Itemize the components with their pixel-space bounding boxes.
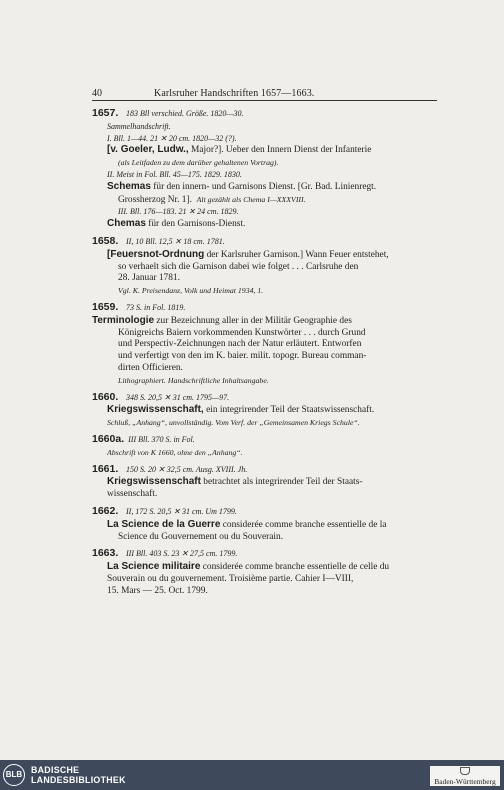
entry-title-cont: 28. Januar 1781. [118,273,180,284]
entry-1658 [92,236,437,297]
entry-title-text: der Karlsruher Garnison.] Wann Feuer entstehet, [204,249,389,260]
entry-keyword: Kriegswissenschaft [107,476,201,488]
page-number: 40 [92,88,102,99]
entry-keyword: [v. Goeler, Ludw., [107,144,189,156]
entry-keyword: Chemas [107,218,146,230]
entry-title-cont: dirten Officieren. [118,362,183,373]
entry-part-meta: III. Bll. 176—183. 21 ✕ 24 cm. 1829. [118,207,239,217]
entry-note: Alt gezählt als Chema I—XXXVIII. [196,194,306,204]
entry-meta: III Bll. 370 S. in Fol. [128,434,195,444]
entry-title-text: ein integrirender Teil der Staatswissenschaft. [203,405,375,416]
entry-number: 1658. [92,235,119,247]
entry-keyword: Schemas [107,180,151,192]
running-title: Karlsruher Handschriften 1657—1663. [154,88,315,99]
entry-title-cont: und Perspectiv-Zeichnungen nach der Natur erläutert. Entworfen [118,339,362,350]
library-name-line1: BADISCHE [31,765,80,775]
entry-meta: 73 S. in Fol. 1819. [126,302,186,312]
entry-number: 1659. [92,301,119,313]
entry-number: 1663. [92,548,119,560]
entry-note: Abschrift von K 1660, ohne den „Anhang“. [107,447,243,457]
entry-meta: 150 S. 20 ✕ 32,5 cm. Ausg. XVIII. Jh. [126,464,248,474]
entry-title-cont: (als Leitfaden zu dem darüber gehaltenen Vortrag). [118,158,279,168]
entry-number: 1657. [92,108,119,119]
entry-keyword: [Feuersnot-Ordnung [107,248,205,260]
entry-title-text: considerée comme branche essentielle de la [220,519,387,530]
entry-meta: 183 Bll verschied. Größe. 1820—30. [126,109,244,118]
entry-title-text: zur Bezeichnung aller in der Militär Geographie des [154,315,352,326]
blb-logo-icon[interactable]: BLB [3,764,25,786]
library-name[interactable] [31,765,126,785]
entry-title-cont: Grossherzog Nr. 1]. [118,194,192,205]
entry-title-text: betrachtet als integrirender Teil der Staats- [200,477,363,488]
entry-title-cont: so verhaelt sich die Garnison dabei wie folget . . . Carlsruhe den [118,261,359,272]
entry-number: 1660. [92,391,119,403]
entry-description: Sammelhandschrift. [107,121,171,131]
entry-title-cont: und verfertigt von den im K. baier. milit. topogr. Bureau comman- [118,351,367,362]
entry-part-meta: I. Bll. 1—44. 21 ✕ 20 cm. 1820—32 (?). [107,133,237,143]
entry-title-text: für den Garnisons-Dienst. [145,219,246,230]
entry-1657 [92,108,437,231]
entry-meta: III Bll. 403 S. 23 ✕ 27,5 cm. 1799. [126,549,238,559]
baden-wuerttemberg-logo[interactable] [430,766,500,786]
entry-1661 [92,464,437,501]
header-rule [92,100,437,101]
crest-icon [460,767,470,775]
entry-number: 1662. [92,505,119,517]
entry-1660a [92,434,437,459]
entry-title-cont: wissenschaft. [107,489,158,500]
entry-title-text: Major?]. Ueber den Innern Dienst der Infanterie [188,145,372,156]
entry-1663 [92,548,437,597]
entry-meta: II, 10 Bll. 12,5 ✕ 18 cm. 1781. [126,236,225,246]
entry-note: Vgl. K. Preisendanz, Volk und Heimat 1934, 1. [118,286,264,296]
entry-part-meta: II. Meist in Fol. Bll. 45—175. 1829. 1830. [107,169,242,179]
entry-keyword: Kriegswissenschaft, [107,404,204,416]
entry-note: Schluß, „Anhang“, unvollständig. Vom Verf. der „Gemeinsamen Kriegs Schule“. [107,418,360,428]
catalog-entries [92,108,437,602]
entry-1660 [92,392,437,429]
entry-title-cont: 15. Mars — 25. Oct. 1799. [107,585,208,596]
entry-title-cont: Königreichs Baiern vorkommenden Kunstwörter . . . durch Grund [118,327,366,338]
entry-meta: 348 S. 20,5 ✕ 31 cm. 1795—97. [126,392,230,402]
entry-keyword: Terminologie [92,314,155,326]
entry-title-text: considerée comme branche essentielle de celle du [200,562,390,573]
entry-title-text: für den innern- und Garnisons Dienst. [Gr. Bad. Linienregt. [150,181,377,192]
entry-number: 1660a. [92,433,125,445]
partner-label: Baden-Württemberg [434,777,496,786]
entry-1662 [92,506,437,543]
entry-keyword: La Science militaire [107,561,201,573]
entry-title-cont: Souverain ou du gouvernement. Troisième partie. Cahier I—VIII, [107,573,354,584]
entry-keyword: La Science de la Guerre [107,518,221,530]
viewer-footer [0,760,504,790]
entry-number: 1661. [92,463,119,475]
entry-1659 [92,302,437,387]
entry-note: Lithographiert. Handschriftliche Inhaltsangabe. [118,375,269,385]
entry-meta: II, 172 S. 20,5 ✕ 31 cm. Um 1799. [126,506,237,516]
entry-title-cont: Science du Gouvernement ou du Souverain. [118,531,284,542]
library-name-line2: LANDESBIBLIOTHEK [31,775,126,785]
